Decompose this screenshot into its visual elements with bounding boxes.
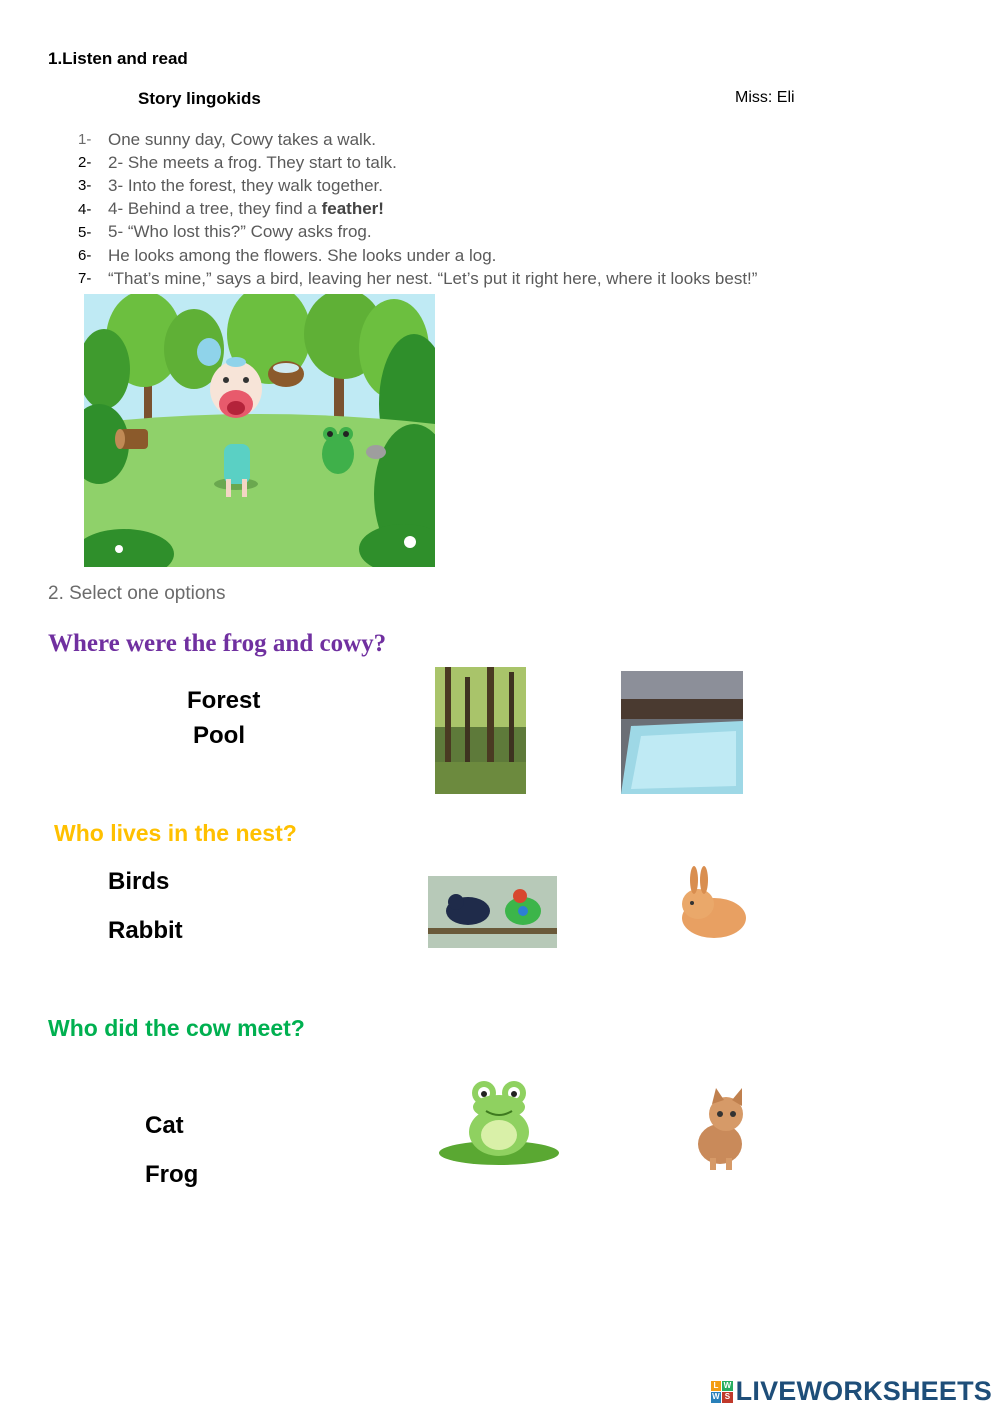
story-line [78, 198, 838, 221]
teacher-name: Miss: Eli [735, 89, 795, 106]
kitten-photo [680, 1086, 758, 1172]
story-line-text: He looks among the flowers. She looks under a log. [108, 245, 497, 265]
liveworksheets-badge-icon [711, 1381, 733, 1403]
section-2-heading: 2. Select one options [48, 583, 226, 604]
section-1-heading: 1.Listen and read [48, 49, 188, 68]
story-line-text [108, 199, 384, 219]
badge-letter: S [722, 1392, 733, 1403]
story-line [78, 267, 838, 290]
badge-letter: W [723, 1380, 732, 1390]
forest-photo [435, 667, 526, 794]
option-cat[interactable]: Cat [145, 1112, 184, 1139]
story-line-text: “That’s mine,” says a bird, leaving her nest. “Let’s put it right here, where it looks best!” [108, 268, 758, 288]
badge-letter: W [712, 1392, 720, 1401]
birds-photo [428, 876, 557, 948]
option-forest[interactable]: Forest [187, 687, 261, 714]
story-line-number: 2- [78, 154, 92, 172]
rabbit-photo [670, 866, 752, 942]
story-list [78, 128, 838, 290]
pool-photo [621, 671, 743, 794]
option-pool[interactable]: Pool [193, 722, 245, 749]
story-line-text: 2- She meets a frog. They start to talk. [108, 152, 397, 172]
frog-cartoon [436, 1077, 562, 1169]
story-line-number: 5- [78, 223, 92, 241]
story-line [78, 128, 838, 151]
question-1-text: Where were the frog and cowy? [48, 630, 387, 657]
story-line-text: One sunny day, Cowy takes a walk. [108, 129, 377, 149]
story-line-bold: feather! [321, 199, 384, 219]
story-line-number: 6- [78, 247, 92, 265]
option-frog[interactable]: Frog [145, 1161, 199, 1188]
story-line [78, 244, 838, 267]
story-line [78, 151, 838, 174]
question-3-text: Who did the cow meet? [48, 1015, 305, 1041]
story-line-text: 3- Into the forest, they walk together. [108, 175, 383, 195]
story-line-number: 1- [78, 131, 92, 149]
story-line-number: 7- [78, 270, 92, 288]
story-line [78, 221, 838, 244]
story-line-number: 3- [78, 177, 92, 195]
option-rabbit[interactable]: Rabbit [108, 917, 183, 944]
story-line-text: 5- “Who lost this?” Cowy asks frog. [108, 222, 372, 242]
question-2-text: Who lives in the nest? [54, 820, 297, 846]
story-line-number: 4- [78, 200, 92, 218]
story-title: Story lingokids [138, 89, 261, 108]
story-line-plain: 4- Behind a tree, they find a [108, 199, 322, 219]
story-scene-illustration [84, 294, 435, 567]
liveworksheets-logo [711, 1376, 992, 1407]
badge-letter: L [711, 1381, 722, 1392]
option-birds[interactable]: Birds [108, 868, 170, 895]
liveworksheets-brand: LIVEWORKSHEETS [735, 1376, 992, 1406]
story-line [78, 174, 838, 197]
